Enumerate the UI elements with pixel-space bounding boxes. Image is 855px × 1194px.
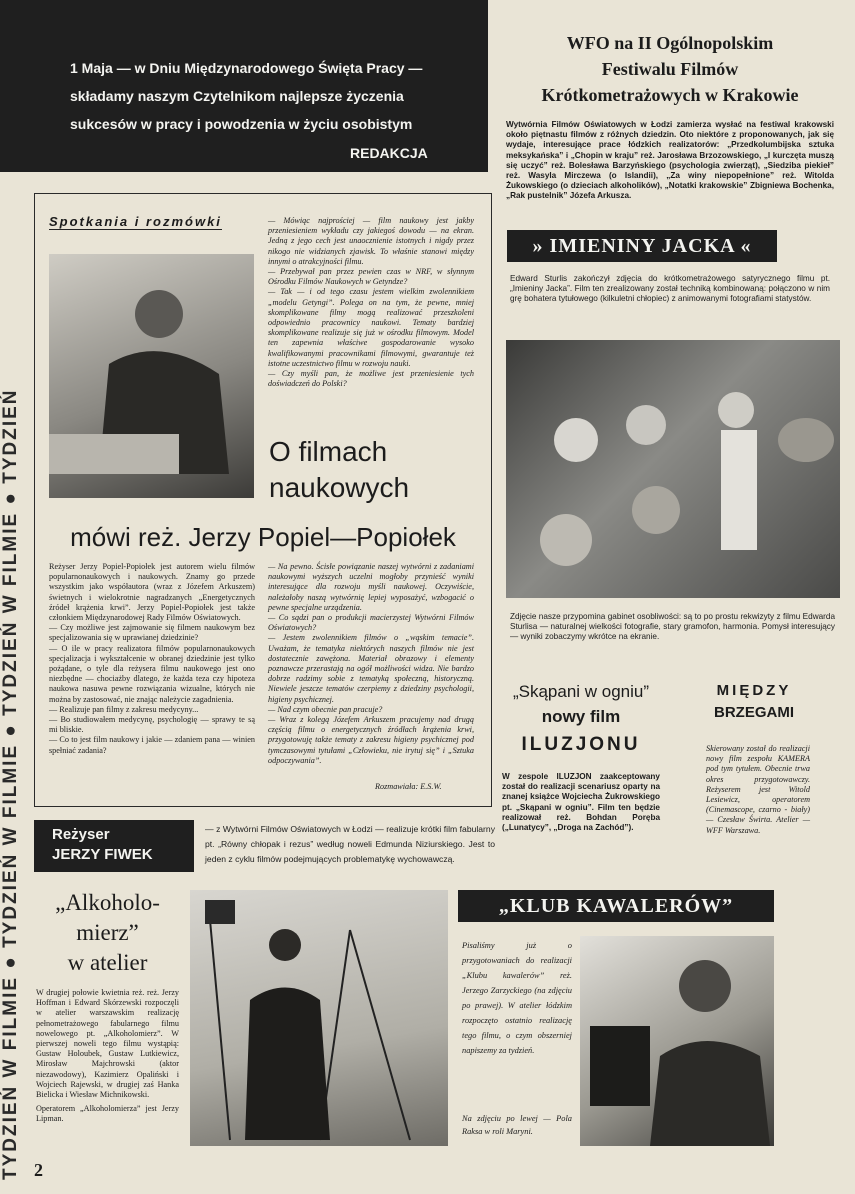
side-strip (0, 172, 22, 1194)
interview-headline-2: naukowych (269, 472, 410, 503)
wfo-title-2: Festiwalu Filmów (601, 59, 739, 79)
skapani-title-1: „Skąpani w ogniu” (512, 682, 650, 701)
alko-title-2: mierz” (76, 920, 139, 945)
klub-title: „KLUB KAWALERÓW” (458, 890, 774, 922)
greeting-line-3: sukcesów w pracy i powodzenia w życiu osobistym (70, 116, 413, 132)
imieniny-body: Edward Sturlis zakończył zdjęcia do krótkometrażowego satyrycznego filmu pt. „Imieniny Jacka”. Film ten zrealizowany został techniką kombinowaną: połączono w nim grę bohatera tytułowego (kilkuletni chłopiec) z animowanymi fotografiami statystów. (510, 274, 830, 304)
side-strip-text: TYDZIEŃ W FILMIE ● TYDZIEŃ W FILMIE ● TYDZIEŃ W FILMIE ● TYDZIEŃ (0, 388, 21, 1180)
skapani-body: W zespole ILUZJON zaakceptowany został do realizacji scenariusz oparty na znanej książce Wojciecha Żukrowskiego pt. „Skąpani w ogniu”. Film ten będzie realizował reż. Bohdan Poręba („Lunatycy”, „Droga na Zachód”). (502, 772, 660, 833)
fiwek-label (34, 820, 194, 872)
wfo-title-3: Krótkometrażowych w Krakowie (541, 85, 799, 105)
wfo-body: Wytwórnia Filmów Oświatowych w Łodzi zamierza wysłać na festiwal krakowski około piętnastu filmów z różnych dziedzin. Oto niektóre z proponowanych, jak się wydaje, interesujące prace łódzkich realizatorów: „Przedkolumbijska sztuka meksykańska” i „Chopin w kraju” reż. Jarosława Brzozowskiego, „I kurczęta muszą się uczyć” reż. Bolesława Barzyńskiego (psychologia zwierząt), „Siedziba piekieł” reż. Wasyla Mirczewa (o Islandii), „Za winy niepopełnione” reż. Witolda Żukowskiego (o dzieciach alkoholików), „Notatki krakowskie” Zbigniewa Bochenka, „Rak pustelnik” Józefa Arkusza. (506, 120, 834, 201)
miedzy-body: Skierowany został do realizacji nowy film zespołu KAMERA pod tym tytułem. Obecnie trwa okres przygotowawczy. Reżyserem jest Witold Lesiewicz, operatorem (Cinemascope, czarno - biały) — Czesław Świrta. Atelier — WFF Warszawa. (706, 744, 810, 835)
klub-caption: Na zdjęciu po lewej — Pola Raksa w roli Maryni. (462, 1114, 572, 1136)
klub-photo (580, 936, 774, 1146)
alko-operator: Operatorem „Alkoholomierza” jest Jerzy Lipman. (36, 1104, 179, 1124)
klub-photo-image (580, 936, 774, 1146)
director-photo-image (49, 254, 254, 498)
alko-photo (190, 890, 448, 1146)
interview-left-col: Reżyser Jerzy Popiel-Popiołek jest autorem wielu filmów popularnonaukowych i naukowych. Znamy go przede wszystkim jako współautora (wraz z Józefem Arkuszem) świetnych i wielokrotnie nagradzanych „Energetycznych źródeł krążenia krwi”. Jerzy Popiel-Popiołek jest także członkiem Międzynarodowej Rady Filmów Oświatowych. — Czy możliwe jest zajmowanie się filmem naukowym bez specjalizowania się w uprawianej dziedzinie? — O ile w pracy realizatora filmów popularnonaukowych specjalizacja i wykształcenie w obranej dziedzinie jest tylko pożądane, o tyle dla reżysera filmu naukowego jest ono niezbędne — chociażby dlatego, że każda teza czy hipoteza naukowa nasuwa pewne rozwiązania wizualne, których nie można by zastosować, nie znając należycie zagadnienia. — Realizuje pan filmy z zakresu medycyny... — Bo studiowałem medycynę, psychologię — sprawy te są mi bliskie. — Co to jest film naukowy i jakie — zdaniem pana — winien spełniać zadania? (49, 562, 255, 755)
alko-article (30, 888, 185, 1125)
interview-headline-1: O filmach (269, 436, 388, 467)
interview-signature: Rozmawiała: E.S.W. (375, 782, 442, 791)
alko-title-3: w atelier (67, 950, 148, 975)
interview-q-col: — Mówiąc najprościej — film naukowy jest jakby przeniesieniem wykładu czy jakiegoś dowodu — na ekran. Jedną z jego cech jest unaocznienie istotnych i nigdy przez nikogo nie widzianych zjawisk. To właśnie stanowi między innymi o atrakcyjności filmu. — Przebywał pan przez pewien czas w NRF, w słynnym Ośrodku Filmów Naukowych w Getyndze? — Tak — i od tego czasu jestem wielkim zwolennikiem „modelu Getyngi”. Polega on na tym, że pewne, mniej skomplikowane filmy mogą realizować przeszkoleni odpowiednio pracownicy naukowi. Tematy bardziej skomplikowane realizuje się już w ośrodku filmowym. Model ten zapewnia właściwe gospodarowanie wysoko kwalifikowanymi pracownikami filmowymi, gwarantuje też istotne uczestnictwo filmu w rozwoju nauki. — Czy myśli pan, że możliwe jest przeniesienie tych doświadczeń do Polski? (268, 216, 474, 389)
skapani-title-3: ILUZJONU (521, 734, 641, 755)
fiwek-label-2: JERZY FIWEK (52, 846, 153, 863)
wfo-article (500, 30, 840, 202)
interview-label: Spotkania i rozmówki (49, 214, 222, 229)
greeting-line-2: składamy naszym Czytelnikom najlepsze życzenia (70, 88, 404, 104)
fiwek-body: — z Wytwórni Filmów Oświatowych w Łodzi — realizuje krótki film fabularny pt. „Równy chłopak i rezus” według noweli Edmunda Niziurskiego. Jest to jeden z cyklu filmów podejmujących problematykę wychowawczą. (205, 824, 495, 864)
director-photo (49, 254, 254, 498)
page-number: 2 (34, 1160, 43, 1180)
interview-right-col: — Na pewno. Ścisłe powiązanie naszej wytwórni z zadaniami naukowymi wyższych uczelni mogłoby przynieść wyniki interesujące dla rozwoju myśli naukowej. Oczywiście, należałoby naszą wytwórnię lepiej wyposażyć, wzbogacić o pewne specjalne urządzenia. — Co sądzi pan o produkcji macierzystej Wytwórni Filmów Oświatowych? — Jestem zwolennikiem filmów o „wąskim temacie”. Uważam, że tematyka niektórych naszych filmów nie jest dostatecznie zawężona. Materiał obrazowy i elementy poznawcze przerastają na ogół możliwości widza. Nie bardzo dobrze radzimy sobie z tematyką społeczną, historyczną. Niewiele jeszcze tematów czerpiemy z dziedziny psychologii, higieny psychicznej. — Nad czym obecnie pan pracuje? — Wraz z kolegą Józefem Arkuszem pracujemy nad drugą częścią filmu o energetycznych źródłach krążenia krwi, przygotowuję także tematy z zakresu higieny psychicznej pod tymczasowymi tytułami „Człowieku, nie irytuj się” i „Sztuka odpoczywania”. (268, 562, 474, 765)
skapani-article (502, 680, 660, 833)
wfo-title-1: WFO na II Ogólnopolskim (566, 33, 774, 53)
imieniny-photo-image (506, 340, 840, 598)
skapani-title-2: nowy film (541, 707, 621, 726)
klub-body: Pisaliśmy już o przygotowaniach do realizacji „Klubu kawalerów” reż. Jerzego Zarzyckiego (na zdjęciu po prawej). W atelier łódzkim rozpoczęto ostatnio realizację tego filmu, o czym obszerniej napiszemy za tydzień. (462, 941, 572, 1055)
interview-headline-3: mówi reż. Jerzy Popiel—Popiołek (70, 522, 456, 552)
interview-box (34, 193, 492, 807)
imieniny-photo (506, 340, 840, 598)
imieniny-caption: Zdjęcie nasze przypomina gabinet osobliwości: są to po prostu rekwizyty z filmu Edwarda Sturlisa — naturalnej wielkości fotografie, stary gramofon, harmonia. Pomysł interesujący — wyniki zobaczymy wkrótce na ekranie. (510, 612, 835, 642)
imieniny-title: » IMIENINY JACKA « (507, 230, 777, 262)
alko-body: W drugiej połowie kwietnia reż. reż. Jerzy Hoffman i Edward Skórzewski rozpoczęli w atelier warszawskim realizację pełnometrażowego fabularnego filmu nowelowego pt. „Alkoholomierz”. W pierwszej noweli tego filmu wystąpią: Gustaw Holoubek, Gustaw Lutkiewicz, Mirosław Majchrowski (aktor niezawodowy), Kazimierz Opaliński i Wojciech Rajewski, w drugiej zaś Hanka Bielicka i Wiesław Michnikowski. (36, 988, 179, 1100)
greeting-signature: REDAKCJA (350, 145, 428, 161)
miedzy-title-2: BRZEGAMI (714, 704, 794, 721)
alko-photo-image (190, 890, 448, 1146)
miedzy-article (666, 680, 842, 836)
alko-title-1: „Alkoholo- (55, 890, 160, 915)
greeting-line-1: 1 Maja — w Dniu Międzynarodowego Święta Pracy — (70, 60, 423, 76)
greeting-banner (0, 0, 488, 172)
miedzy-title-1: MIĘDZY (716, 682, 792, 699)
fiwek-label-1: Reżyser (52, 826, 110, 843)
